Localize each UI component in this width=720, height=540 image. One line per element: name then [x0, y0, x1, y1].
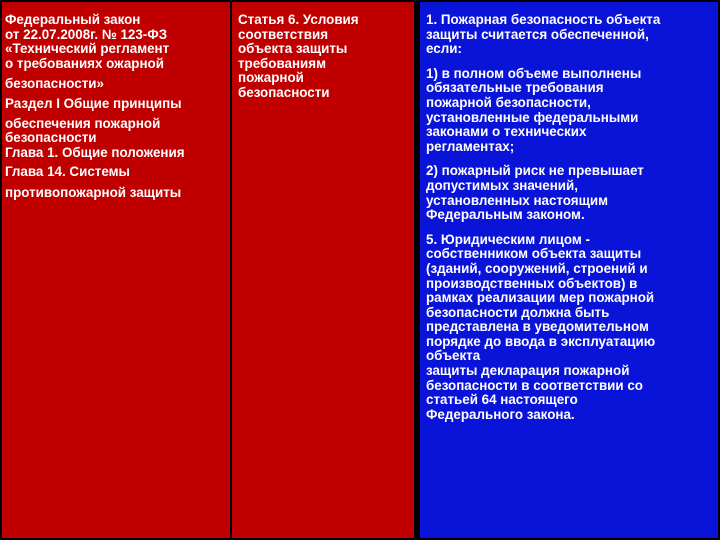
text-line: (зданий, сооружений, строений и [426, 260, 648, 276]
text-line: безопасности [5, 130, 97, 146]
article-title-panel [232, 2, 414, 538]
paragraph-3 [426, 164, 714, 222]
text-line: противопожарной защиты [5, 184, 182, 200]
law-reference-panel [2, 2, 230, 538]
text-line: соответствия [238, 26, 329, 42]
text-line: безопасности [238, 84, 330, 100]
text-line: статьей 64 настоящего [426, 392, 578, 408]
text-line: безопасности в соответствии со [426, 377, 643, 393]
text-line: «Технический регламент [5, 41, 170, 57]
paragraph-4 [426, 233, 714, 423]
text-line: 2) пожарный риск не превышает [426, 163, 644, 179]
text-line: законами о технических [426, 124, 587, 140]
text-line: если: [426, 41, 462, 57]
text-line: установленные федеральными [426, 109, 639, 125]
text-line: Федеральным законом. [426, 207, 585, 223]
text-line: Раздел I Общие принципы [5, 95, 182, 111]
text-line: представлена в уведомительном [426, 319, 649, 335]
text-line: о требованиях ожарной [5, 55, 164, 71]
text-line: Глава 1. Общие положения [5, 144, 185, 160]
text-line: Глава 14. Системы [5, 164, 130, 180]
text-line: установленных настоящим [426, 192, 609, 208]
text-line: требованиям [238, 55, 327, 71]
text-line: рамках реализации мер пожарной [426, 290, 655, 306]
text-line: Статья 6. Условия [238, 12, 359, 27]
paragraph-1 [426, 13, 714, 57]
text-line: производственных объектов) в [426, 275, 638, 291]
conditions-panel [420, 2, 718, 538]
text-line: Федеральный закон [5, 12, 141, 27]
text-line: допустимых значений, [426, 177, 578, 193]
text-line: от 22.07.2008г. № 123-ФЗ [5, 26, 168, 42]
paragraph-2 [426, 67, 714, 155]
text-line: объекта защиты [238, 41, 348, 57]
text-line: порядке до ввода в эксплуатацию [426, 333, 656, 349]
text-line: 5. Юридическим лицом - [426, 231, 590, 247]
text-line: пожарной [238, 70, 304, 86]
text-line: пожарной безопасности, [426, 94, 591, 110]
text-line: Федерального закона. [426, 406, 575, 422]
text-line: безопасности» [5, 76, 104, 92]
text-line: регламентах; [426, 138, 515, 154]
text-line: собственником объекта защиты [426, 246, 642, 262]
text-line: объекта [426, 348, 481, 364]
text-line: 1. Пожарная безопасность объекта [426, 12, 661, 27]
text-line: защиты считается обеспеченной, [426, 26, 649, 42]
text-line: обеспечения пожарной [5, 115, 161, 131]
text-line: 1) в полном объеме выполнены [426, 65, 642, 81]
text-line: безопасности должна быть [426, 304, 610, 320]
text-line: обязательные требования [426, 80, 604, 96]
text-line: защиты декларация пожарной [426, 363, 630, 379]
